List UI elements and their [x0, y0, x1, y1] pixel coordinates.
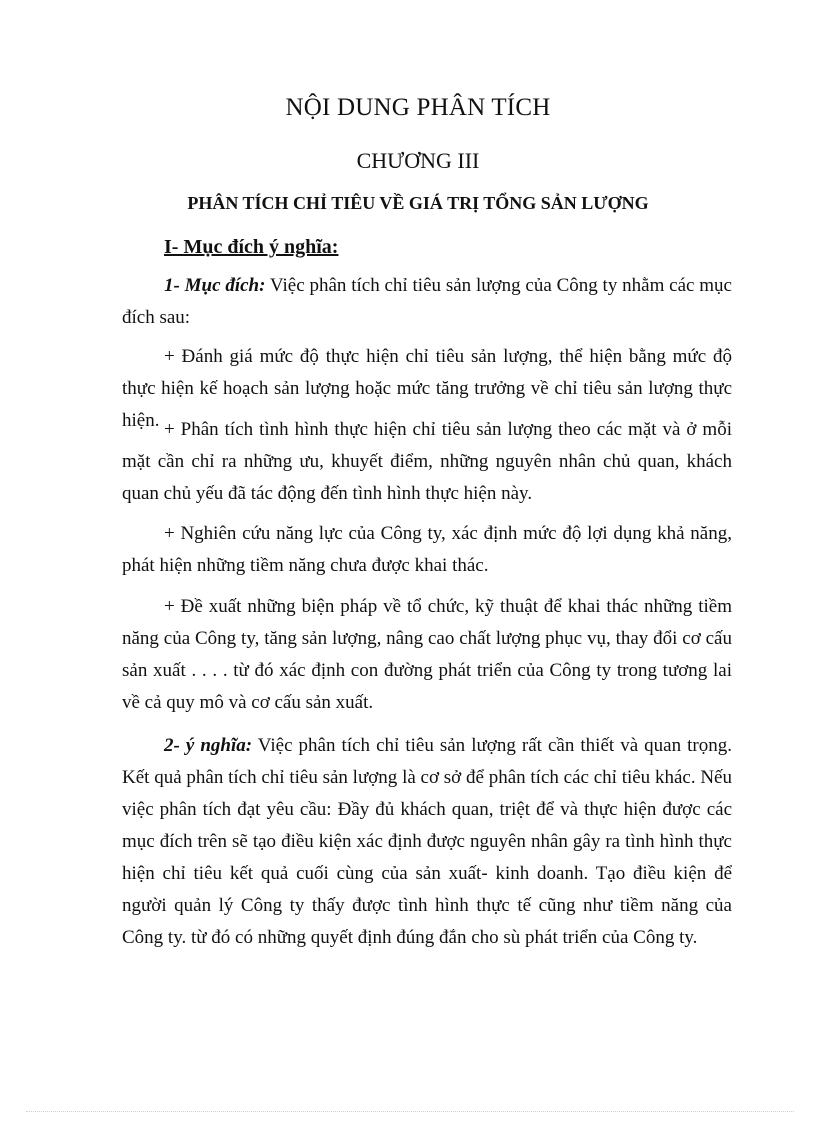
bullet-paragraph-2: + Phân tích tình hình thực hiện chỉ tiêu sản lượng theo các mặt và ở mỗi mặt cần chỉ ra những ưu, khuyết điểm, những nguyên nhân chủ quan, khách quan chủ yếu đã tác động đến tình hình thực hiện này.	[122, 419, 732, 504]
purpose-label: 1- Mục đích:	[164, 275, 266, 296]
page-title: NỘI DUNG PHÂN TÍCH	[285, 94, 551, 121]
page-footer-divider	[26, 1111, 794, 1112]
chapter-subtitle: PHÂN TÍCH CHỈ TIÊU VỀ GIÁ TRỊ TỔNG SẢN LƯỢNG	[187, 193, 649, 213]
bullet-paragraph-3: + Nghiên cứu năng lực của Công ty, xác định mức độ lợi dụng khả năng, phát hiện những tiềm năng chưa được khai thác.	[122, 523, 732, 576]
meaning-text: Việc phân tích chỉ tiêu sản lượng rất cần thiết và quan trọng. Kết quả phân tích chỉ tiêu sản lượng là cơ sở để phân tích các chỉ tiêu khác. Nếu việc phân tích đạt yêu cầu: Đầy đủ khách quan, triệt để và thực hiện được các mục đích trên sẽ tạo điều kiện xác định được nguyên nhân gây ra tình hình thực hiện chỉ tiêu kết quả cuối cùng của sản xuất- kinh doanh. Tạo điều kiện để người quản lý Công ty thấy được tình hình thực tế cũng như tiềm năng của Công ty. từ đó có những quyết định đúng đắn cho sù phát triển của Công ty.	[122, 735, 733, 948]
bullet-paragraph-1: + Đánh giá mức độ thực hiện chỉ tiêu sản lượng, thể hiện bằng mức độ thực hiện kế hoạch sản lượng hoặc mức tăng trưởng về chỉ tiêu sản lượng thực hiện.	[122, 346, 732, 431]
chapter-heading: CHƯƠNG III	[356, 148, 480, 173]
meaning-paragraph	[122, 730, 732, 954]
bullet-paragraph-4: + Đề xuất những biện pháp về tổ chức, kỹ thuật để khai thác những tiềm năng của Công ty, tăng sản lượng, nâng cao chất lượng phục vụ, thay đổi cơ cấu sản xuất . . . . từ đó xác định con đường phát triển của Công ty trong tương lai về cả quy mô và cơ cấu sản xuất.	[122, 596, 732, 713]
section-heading: I- Mục đích ý nghĩa:	[164, 236, 339, 258]
meaning-label: 2- ý nghĩa:	[164, 735, 253, 756]
purpose-text: Việc phân tích chỉ tiêu sản lượng của Công ty nhằm các mục đích sau:	[122, 275, 732, 328]
purpose-paragraph	[122, 270, 732, 334]
